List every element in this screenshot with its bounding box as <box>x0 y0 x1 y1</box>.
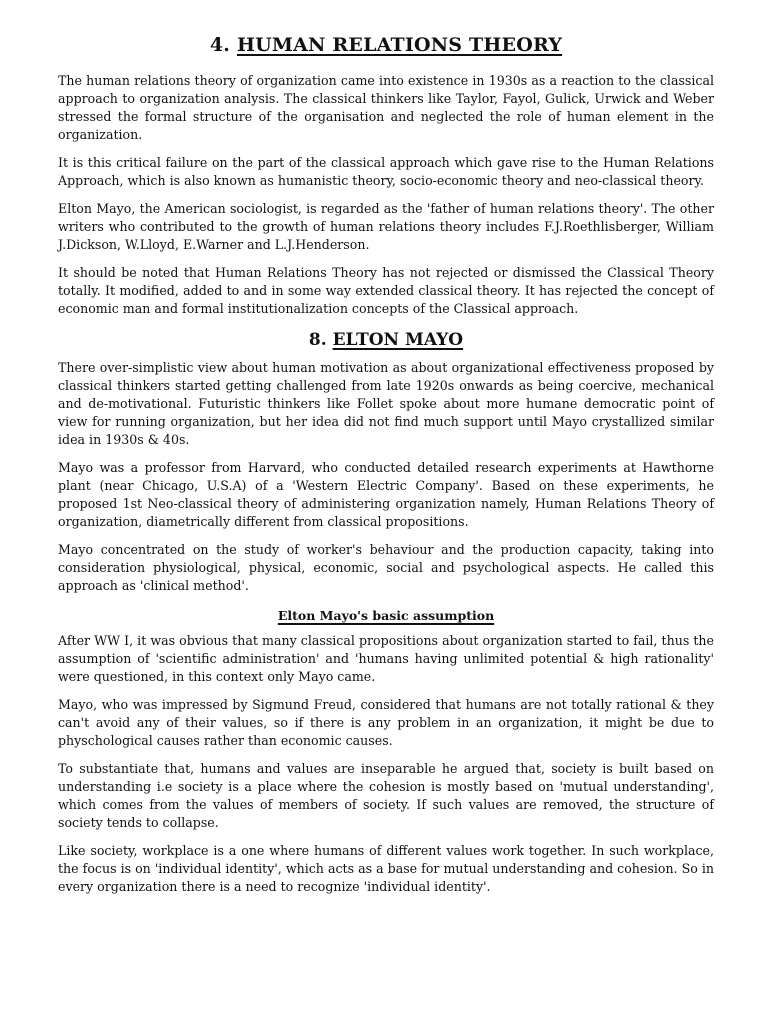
paragraph: The human relations theory of organization came into existence in 1930s as a reaction to the classical approach to organization analysis. The classical thinkers like Taylor, Fayol, Gulick, Urwick and Weber stressed the formal structure of the organisation and neglected the role of human element in the organization. <box>58 73 714 142</box>
section-heading-elton-mayo <box>58 330 714 350</box>
paragraph: After WW I, it was obvious that many classical propositions about organization started to fail, thus the assumption of 'scientific administration' and 'humans having unlimited potential & high rationality' were questioned, in this context only Mayo came. <box>58 633 714 684</box>
section-number: 8. <box>308 330 327 350</box>
subsection-title: Elton Mayo's basic assumption <box>277 608 495 623</box>
paragraph: Mayo concentrated on the study of worker's behaviour and the production capacity, taking into consideration physiological, physical, economic, social and psychological aspects. He called this approach as 'clinical method'. <box>58 542 714 593</box>
section-heading-human-relations-theory <box>58 34 714 56</box>
paragraph: It should be noted that Human Relations Theory has not rejected or dismissed the Classical Theory totally. It modified, added to and in some way extended classical theory. It has rejected the concept of economic man and formal institutionalization concepts of the Classical approach. <box>58 265 714 316</box>
paragraph: Like society, workplace is a one where humans of different values work together. In such workplace, the focus is on 'individual identity', which acts as a base for mutual understanding and cohesion. So in every organization there is a need to recognize 'individual identity'. <box>58 843 714 894</box>
paragraph: Mayo was a professor from Harvard, who conducted detailed research experiments at Hawthorne plant (near Chicago, U.S.A) of a 'Western Electric Company'. Based on these experiments, he proposed 1st Neo-classical theory of administering organization namely, Human Relations Theory of organization, diametrically different from classical propositions. <box>58 460 714 529</box>
paragraph: To substantiate that, humans and values are inseparable he argued that, society is built based on understanding i.e society is a place where the cohesion is mostly based on 'mutual understanding', which comes from the values of members of society. If such values are removed, the structure of society tends to collapse. <box>58 761 714 830</box>
section-number: 4. <box>209 34 231 56</box>
subsection-heading <box>58 608 714 623</box>
paragraph: Elton Mayo, the American sociologist, is regarded as the 'father of human relations theory'. The other writers who contributed to the growth of human relations theory includes F.J.Roethlisberger, William J.Dickson, W.Lloyd, E.Warner and L.J.Henderson. <box>58 201 714 252</box>
paragraph: There over-simplistic view about human motivation as about organizational effectiveness proposed by classical thinkers started getting challenged from late 1920s onwards as being coercive, mechanical and de-motivational. Futuristic thinkers like Follet spoke about more humane democratic point of view for running organization, but her idea did not find much support until Mayo crystallized similar idea in 1930s & 40s. <box>58 360 714 447</box>
section-title: ELTON MAYO <box>332 330 464 350</box>
paragraph: It is this critical failure on the part of the classical approach which gave rise to the Human Relations Approach, which is also known as humanistic theory, socio-economic theory and neo-classical theory. <box>58 155 714 188</box>
paragraph: Mayo, who was impressed by Sigmund Freud, considered that humans are not totally rational & they can't avoid any of their values, so if there is any problem in an organization, it might be due to physchological causes rather than economic causes. <box>58 697 714 748</box>
section-title: HUMAN RELATIONS THEORY <box>236 34 563 56</box>
